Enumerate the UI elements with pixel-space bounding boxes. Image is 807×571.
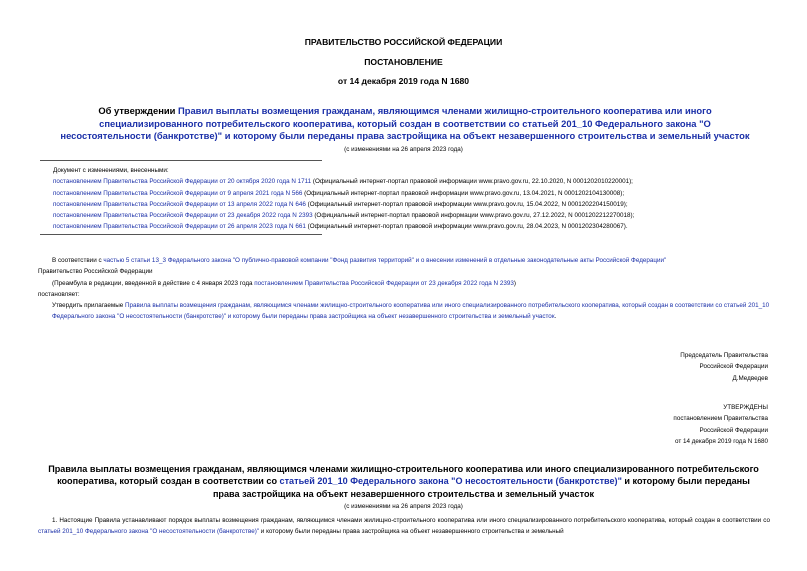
change-item	[53, 221, 783, 232]
approve-suffix: .	[554, 313, 557, 321]
change-note: (Официальный интернет-портал правовой информации www.pravo.gov.ru, 15.04.2022, N 0001202204150019);	[305, 200, 628, 208]
change-item	[53, 199, 783, 210]
approved-label: УТВЕРЖДЕНЫ	[723, 404, 768, 411]
edition-note: (с изменениями на 26 апреля 2023 года)	[344, 146, 463, 153]
approved-line2: Российской Федерации	[699, 426, 768, 434]
approve-rules-link[interactable]: Правила выплаты возмещения гражданам, являющимся членами жилищно-строительного кооператива или иного специализированного потребительского кооператива, который создан в соответствии со статьей 201_10 Федерального закона "О несостоятельности (банкротстве)" и которому были переданы права застройщика на объект незавершенного строительства и земельный участок	[52, 302, 770, 321]
rules-p1-suffix: и которому были переданы права застройщика на объект незавершенного строительства и земельный	[259, 528, 564, 536]
approve-text	[38, 300, 770, 323]
approved-block	[673, 402, 768, 447]
changes-list	[53, 165, 783, 233]
approved-line1: постановлением Правительства	[673, 415, 768, 423]
preamble-law-link[interactable]: частью 5 статьи 13_3 Федерального закона "О публично-правовой компании "Фонд развития территорий" и о внесении изменений в отдельные законодательные акты Российской Федерации"	[103, 257, 667, 264]
change-note: (Официальный интернет-портал правовой информации www.pravo.gov.ru, 28.04.2023, N 0001202304280067).	[305, 223, 628, 231]
approved-line3: от 14 декабря 2019 года N 1680	[674, 437, 768, 445]
change-link[interactable]: постановлением Правительства Российской Федерации от 20 октября 2020 года N 1711	[53, 178, 312, 186]
divider-bottom	[40, 234, 322, 235]
signature-title: Председатель Правительства	[680, 352, 768, 359]
rules-p1-link[interactable]: статьей 201_10 Федерального закона "О несостоятельности (банкротстве)"	[38, 528, 260, 536]
doc-title	[55, 105, 755, 143]
change-note: (Официальный интернет-портал правовой информации www.pravo.gov.ru, 13.04.2021, N 0001202104130008);	[302, 189, 625, 197]
changes-intro: Документ с изменениями, внесенными:	[53, 167, 169, 174]
change-link[interactable]: постановлением Правительства Российской Федерации от 13 апреля 2022 года N 646	[53, 200, 306, 208]
rules-edition-note: (с изменениями на 26 апреля 2023 года)	[344, 503, 463, 510]
decrees-label: постановляет:	[38, 290, 80, 298]
rules-title-suffix: и которому были переданы права застройщика на объект незавершенного строительства и земельный участок	[212, 476, 750, 499]
approve-prefix: Утвердить прилагаемые	[52, 302, 125, 310]
signature-country: Российской Федерации	[699, 363, 768, 371]
change-item	[53, 176, 783, 187]
preamble-note-link[interactable]: постановлением Правительства Российской Федерации от 23 декабря 2022 года N 2393	[254, 279, 514, 287]
signature-block	[680, 350, 768, 384]
change-note: (Официальный интернет-портал правовой информации www.pravo.gov.ru, 27.12.2022, N 0001202212270018);	[312, 212, 635, 220]
signature-name: Д.Медведев	[732, 374, 768, 382]
divider-top	[40, 160, 322, 161]
doc-title-link[interactable]: Правил выплаты возмещения гражданам, являющимся членами жилищно-строительного кооператива или иного специализированного потребительского кооператива, который создан в соответствии со статьей 201_10 Федерального закона "О несостоятельности (банкротстве)" и которому были переданы права застройщика на объект незавершенного строительства и земельный участок	[60, 105, 750, 141]
change-link[interactable]: постановлением Правительства Российской Федерации от 26 апреля 2023 года N 661	[53, 223, 306, 231]
preamble-note	[38, 278, 770, 289]
preamble-lead: В соответствии с	[52, 257, 104, 264]
preamble-government: Правительство Российской Федерации	[38, 268, 153, 276]
preamble	[38, 255, 770, 323]
rules-title-prefix: Правила выплаты возмещения гражданам, являющимся членами жилищно-строительного кооператива или иного специализированного потребительского кооператива, который создан в соответствии со	[48, 464, 759, 487]
rules-p1-prefix: 1. Настоящие Правила устанавливают порядок выплаты возмещения гражданам, являющимся членами жилищно-строительного кооператива или иного специализированного потребительского кооператива, который создан в соответствии со	[52, 517, 770, 524]
rules-paragraph-1	[38, 515, 770, 538]
change-item	[53, 188, 783, 199]
change-link[interactable]: постановлением Правительства Российской Федерации от 23 декабря 2022 года N 2393	[53, 212, 313, 220]
government-name: ПРАВИТЕЛЬСТВО РОССИЙСКОЙ ФЕДЕРАЦИИ	[304, 37, 503, 47]
rules-title-link[interactable]: статьей 201_10 Федерального закона "О несостоятельности (банкротстве)"	[279, 476, 622, 487]
preamble-note-prefix: (Преамбула в редакции, введенной в действие с 4 января 2023 года	[52, 279, 255, 287]
change-link[interactable]: постановлением Правительства Российской Федерации от 9 апреля 2021 года N 566	[53, 189, 303, 197]
rules-title	[45, 463, 762, 500]
doc-date-number: от 14 декабря 2019 года N 1680	[337, 76, 470, 86]
doc-type: ПОСТАНОВЛЕНИЕ	[364, 57, 443, 67]
change-item	[53, 210, 783, 221]
preamble-text	[38, 255, 770, 266]
change-note: (Официальный интернет-портал правовой информации www.pravo.gov.ru, 22.10.2020, N 0001202010220001);	[311, 178, 633, 186]
preamble-note-suffix: )	[513, 279, 516, 287]
doc-title-prefix: Об утверждении	[98, 105, 178, 116]
